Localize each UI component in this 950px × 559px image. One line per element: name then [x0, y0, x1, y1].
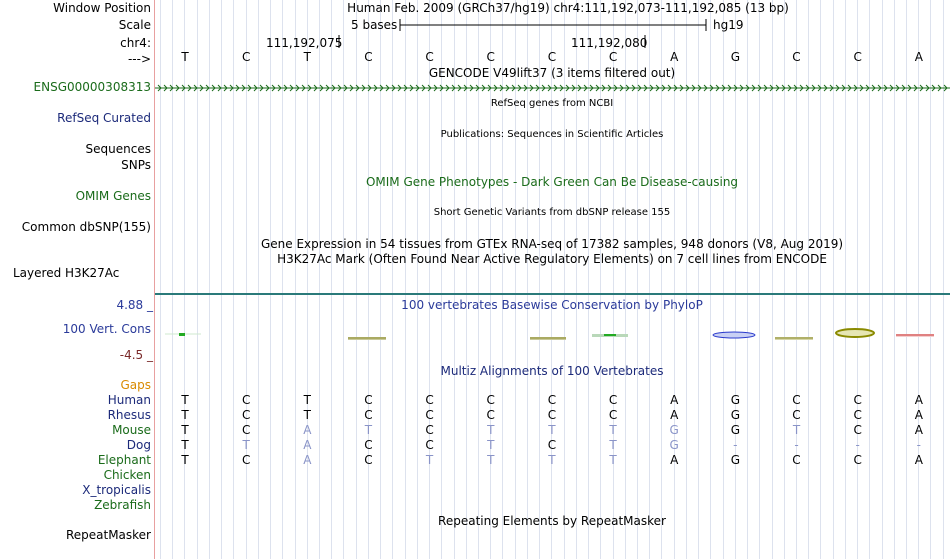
alignment-base: A	[914, 393, 923, 407]
track-label[interactable]: chr4:	[120, 36, 151, 50]
alignment-base: C	[853, 453, 862, 467]
base-letter: T	[303, 50, 311, 64]
coord-label-2: 111,192,080	[571, 36, 648, 50]
alignment-base: A	[670, 408, 679, 422]
alignment-base: C	[608, 393, 618, 407]
track-label[interactable]: Layered H3K27Ac	[13, 266, 120, 280]
track-label[interactable]: OMIM Genes	[75, 189, 151, 203]
alignment-base: T	[242, 438, 250, 452]
alignment-base: C	[792, 408, 801, 422]
track-title[interactable]: Publications: Sequences in Scientific Articles	[440, 129, 664, 140]
alignment-base: C	[486, 408, 495, 422]
track-label[interactable]: Common dbSNP(155)	[21, 220, 151, 234]
alignment-base: T	[487, 438, 495, 452]
track-label[interactable]: Scale	[118, 18, 151, 32]
base-letter: A	[670, 50, 679, 64]
alignment-base: A	[914, 423, 923, 437]
alignment-base: C	[364, 408, 373, 422]
track-label[interactable]: Elephant	[97, 453, 151, 467]
scale-db-label: hg19	[713, 18, 744, 32]
alignment-base: C	[486, 393, 495, 407]
alignment-base: T	[487, 423, 495, 437]
alignment-base: C	[425, 438, 434, 452]
alignment-base: A	[303, 423, 312, 437]
ensg-gene-track[interactable]	[155, 82, 950, 94]
alignment-base: A	[303, 453, 312, 467]
alignment-base: G	[730, 423, 740, 437]
alignment-base: C	[792, 393, 801, 407]
alignment-base: A	[670, 393, 679, 407]
track-title[interactable]: OMIM Gene Phenotypes - Dark Green Can Be Disease-causing	[365, 175, 739, 189]
alignment-base: T	[487, 453, 495, 467]
track-title[interactable]: 100 vertebrates Basewise Conservation by PhyloP	[401, 298, 703, 312]
alignment-base: T	[548, 423, 556, 437]
base-letter: A	[914, 50, 923, 64]
track-label[interactable]: Dog	[126, 438, 151, 452]
alignment-base: G	[669, 423, 679, 437]
track-title[interactable]: RefSeq genes from NCBI	[490, 98, 614, 109]
base-letter: C	[364, 50, 373, 64]
track-label[interactable]: X_tropicalis	[82, 483, 151, 497]
base-letter: C	[547, 50, 557, 64]
alignment-base: T	[425, 453, 434, 467]
track-label[interactable]: RepeatMasker	[65, 528, 151, 542]
alignment-base: C	[425, 393, 434, 407]
base-letter: G	[730, 50, 740, 64]
scale-label: 5 bases	[351, 18, 398, 32]
phylop-wiggle[interactable]	[155, 320, 950, 350]
alignment-base: -	[733, 438, 738, 452]
coord-label-1: 111,192,075	[266, 36, 343, 50]
track-labels-panel	[0, 0, 154, 559]
base-letter: C	[853, 50, 862, 64]
base-letter: C	[425, 50, 434, 64]
conservation-section-rule	[155, 293, 950, 295]
alignment-base: T	[303, 408, 311, 422]
base-letter: C	[792, 50, 801, 64]
base-letter: T	[181, 50, 189, 64]
alignment-base: T	[181, 393, 189, 407]
track-label[interactable]: Gaps	[120, 378, 151, 392]
alignment-base: C	[241, 393, 251, 407]
alignment-base: A	[914, 408, 923, 422]
alignment-base: T	[609, 423, 617, 437]
track-label[interactable]: Rhesus	[107, 408, 151, 422]
alignment-base: T	[609, 438, 617, 452]
alignment-base: C	[241, 408, 251, 422]
alignment-base: T	[303, 393, 311, 407]
base-letter: C	[241, 50, 251, 64]
alignment-base: C	[547, 408, 557, 422]
base-letter: C	[608, 50, 618, 64]
window-position-text: Human Feb. 2009 (GRCh37/hg19) chr4:111,192,073-111,192,085 (13 bp)	[347, 1, 789, 15]
track-label[interactable]: Sequences	[85, 142, 151, 156]
alignment-base: C	[425, 423, 434, 437]
alignment-base: C	[792, 453, 801, 467]
track-title[interactable]: Gene Expression in 54 tissues from GTEx RNA-seq of 17382 samples, 948 donors (V8, Aug 2019)	[260, 237, 844, 251]
alignment-base: C	[547, 393, 557, 407]
alignment-base: -	[916, 438, 921, 452]
alignment-base: T	[181, 453, 189, 467]
alignment-base: C	[364, 453, 373, 467]
track-label[interactable]: Zebrafish	[94, 498, 151, 512]
alignment-base: C	[853, 393, 862, 407]
track-label[interactable]: --->	[127, 52, 151, 66]
alignment-base: T	[181, 438, 189, 452]
alignment-base: C	[364, 393, 373, 407]
track-label[interactable]: RefSeq Curated	[57, 111, 151, 125]
alignment-base: C	[241, 423, 251, 437]
alignment-base: A	[303, 438, 312, 452]
track-label[interactable]: SNPs	[121, 158, 151, 172]
track-title[interactable]: Repeating Elements by RepeatMasker	[438, 514, 666, 528]
alignment-base: C	[364, 438, 373, 452]
cons-scale-min: -4.5 _	[119, 348, 153, 362]
alignment-base: C	[241, 453, 251, 467]
track-title[interactable]: H3K27Ac Mark (Often Found Near Active Regulatory Elements) on 7 cell lines from ENCODE	[277, 252, 827, 266]
base-letter: C	[486, 50, 495, 64]
alignment-base: C	[853, 408, 862, 422]
alignment-base: -	[794, 438, 799, 452]
alignment-base: G	[669, 438, 679, 452]
track-label[interactable]: Chicken	[103, 468, 151, 482]
alignment-base: A	[914, 453, 923, 467]
track-image-area[interactable]	[155, 0, 950, 559]
alignment-base: T	[609, 453, 617, 467]
alignment-base: G	[730, 453, 740, 467]
track-title[interactable]: Multiz Alignments of 100 Vertebrates	[440, 364, 664, 378]
track-title[interactable]: Short Genetic Variants from dbSNP release 155	[433, 207, 671, 218]
track-label[interactable]: Human	[107, 393, 151, 407]
alignment-base: G	[730, 393, 740, 407]
track-label[interactable]: 100 Vert. Cons	[62, 322, 151, 336]
alignment-base: C	[425, 408, 434, 422]
alignment-base: T	[364, 423, 373, 437]
alignment-base: G	[730, 408, 740, 422]
track-label[interactable]: ENSG00000308313	[33, 80, 151, 94]
alignment-base: C	[608, 408, 618, 422]
alignment-base: C	[853, 423, 862, 437]
track-title[interactable]: GENCODE V49lift37 (3 items filtered out)	[428, 66, 676, 80]
alignment-base: T	[548, 453, 556, 467]
alignment-base: T	[181, 408, 189, 422]
cons-scale-max: 4.88 _	[116, 298, 153, 312]
alignment-base: T	[792, 423, 801, 437]
alignment-base: A	[670, 453, 679, 467]
alignment-base: C	[547, 438, 557, 452]
alignment-base: T	[181, 423, 189, 437]
track-label[interactable]: Mouse	[112, 423, 151, 437]
track-label[interactable]: Window Position	[53, 1, 151, 15]
alignment-base: -	[855, 438, 860, 452]
